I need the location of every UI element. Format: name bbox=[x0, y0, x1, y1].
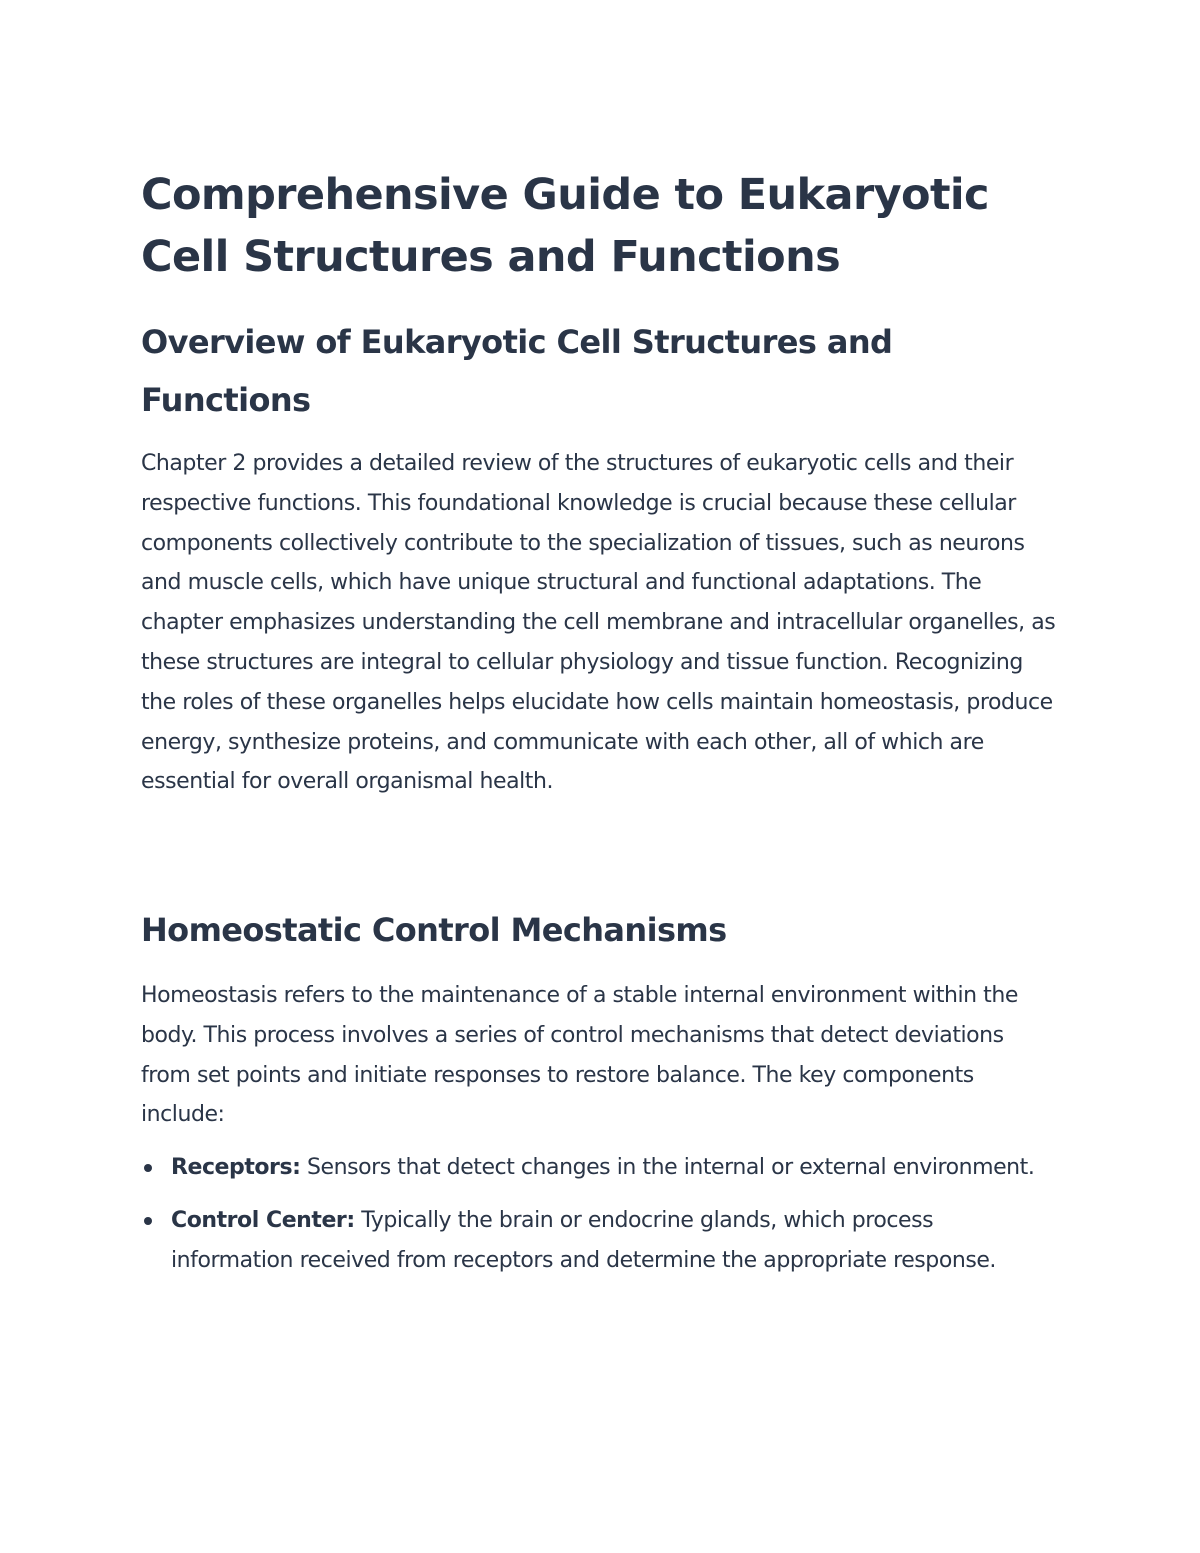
list-item-term: Receptors: bbox=[171, 1155, 301, 1180]
bullet-icon bbox=[144, 1164, 152, 1172]
section-heading-overview: Overview of Eukaryotic Cell Structures and Functions bbox=[141, 323, 893, 419]
list-item-description: Sensors that detect changes in the internal or external environment. bbox=[300, 1155, 1035, 1180]
section-paragraph-overview: Chapter 2 provides a detailed review of the structures of eukaryotic cells and their respective functions. This foundational knowledge is crucial because these cellular components collectively contribute to the specialization of tissues, such as neurons and muscle cells, which have unique structural and functional adaptations. The chapter emphasizes understanding the cell membrane and intracellular organelles, as these structures are integral to cellular physiology and tissue function. Recognizing the roles of these organelles helps elucidate how cells maintain homeostasis, produce energy, synthesize proteins, and communicate with each other, all of which are essential for overall organismal health. bbox=[141, 451, 1056, 795]
section-heading-homeostatic: Homeostatic Control Mechanisms bbox=[141, 911, 727, 949]
key-components-list bbox=[141, 1148, 1056, 1294]
list-item-term: Control Center: bbox=[171, 1208, 355, 1233]
page-title: Comprehensive Guide to Eukaryotic Cell Structures and Functions bbox=[141, 170, 989, 282]
section-paragraph-homeostatic: Homeostasis refers to the maintenance of a stable internal environment within the body. This process involves a series of control mechanisms that detect deviations from set points and initiate responses to restore balance. The key components include: bbox=[141, 983, 1018, 1128]
bullet-icon bbox=[144, 1217, 152, 1225]
list-item-control-center bbox=[141, 1201, 1056, 1281]
list-item-description: Typically the brain or endocrine glands, which process information received from receptors and determine the appropriate response. bbox=[171, 1208, 996, 1273]
list-item-receptors bbox=[141, 1148, 1056, 1188]
